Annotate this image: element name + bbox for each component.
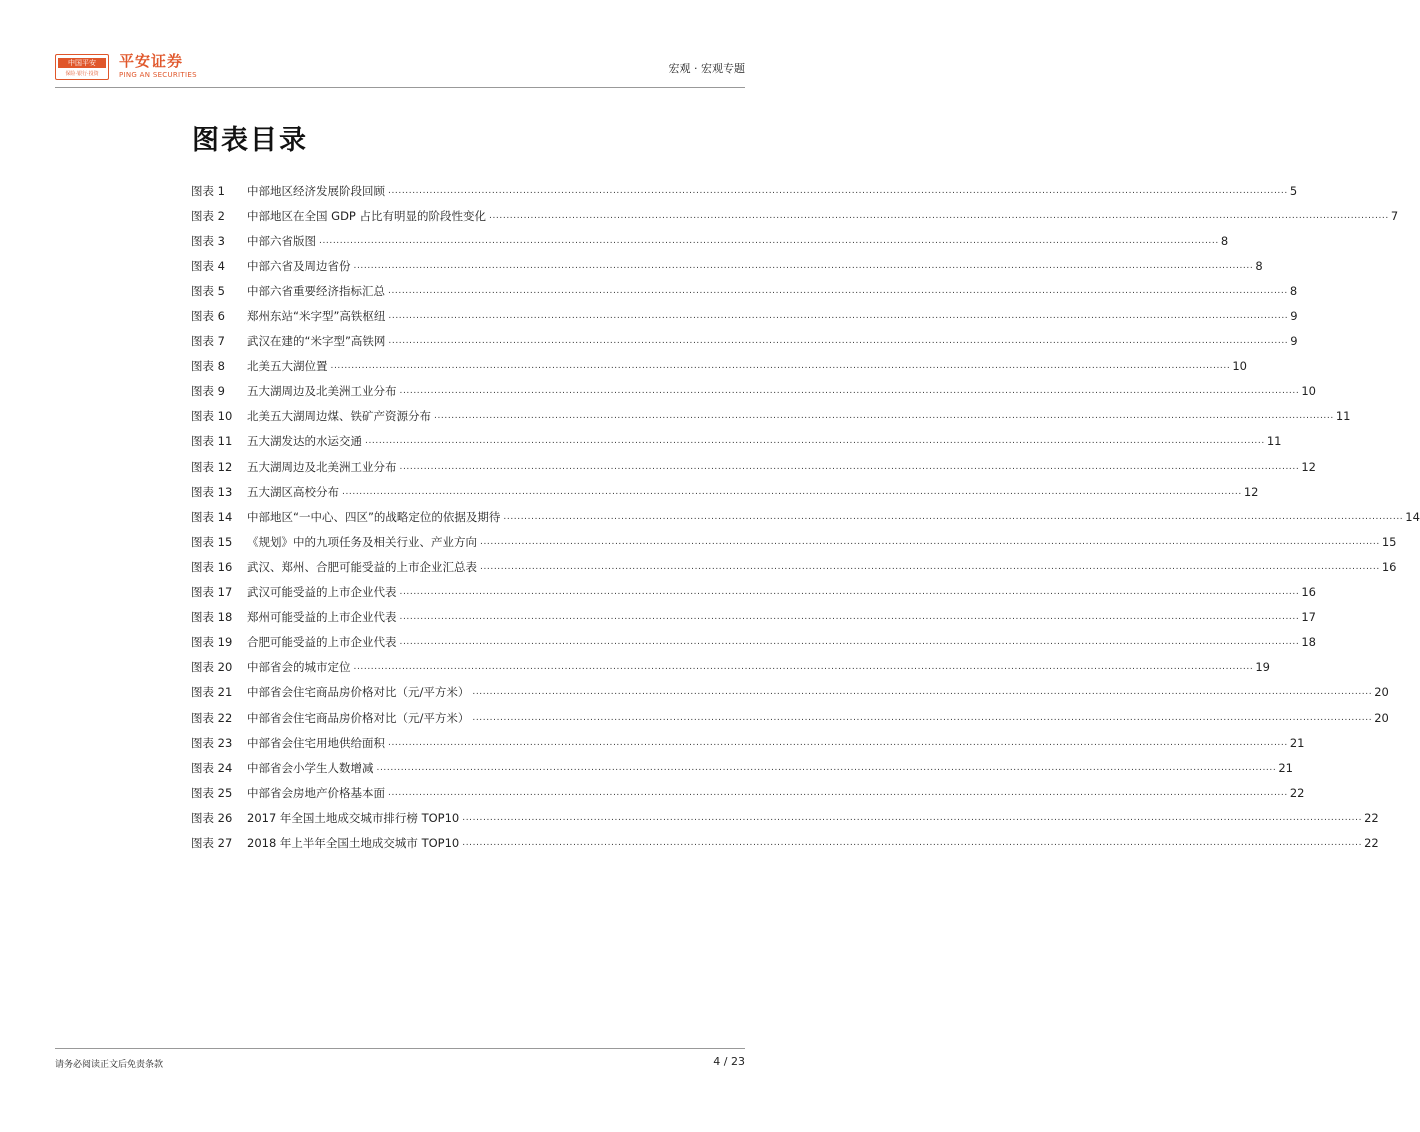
toc-entry-title: 中部地区经济发展阶段回顾 [247, 183, 385, 198]
toc-entry[interactable] [191, 605, 1316, 630]
toc-entry-page: 11 [1266, 434, 1282, 449]
page-number: 4 / 23 [713, 1055, 745, 1068]
toc-dot-leader: .................................................................................................................................................................................................................................................................... [388, 185, 1288, 196]
toc-entry[interactable] [191, 479, 1259, 504]
toc-entry-page: 16 [1301, 585, 1316, 600]
toc-entry-page: 11 [1335, 409, 1351, 424]
toc-dot-leader: .................................................................................................................................................................................................................................................................... [399, 637, 1300, 648]
toc-entry-page: 21 [1289, 735, 1305, 750]
toc-entry-label: 图表 15 [191, 534, 233, 549]
toc-entry[interactable] [191, 580, 1316, 605]
toc-dot-leader: .................................................................................................................................................................................................................................................................... [342, 486, 1242, 497]
toc-dot-leader: .................................................................................................................................................................................................................................................................... [388, 737, 1288, 748]
toc-entry[interactable] [191, 228, 1229, 253]
toc-entry[interactable] [191, 178, 1298, 203]
toc-entry-page: 16 [1381, 559, 1397, 574]
toc-dot-leader: .................................................................................................................................................................................................................................................................... [388, 311, 1289, 322]
toc-dot-leader: .................................................................................................................................................................................................................................................................... [434, 411, 1334, 422]
toc-entry-page: 5 [1289, 183, 1298, 198]
toc-entry[interactable] [191, 354, 1247, 379]
toc-entry[interactable] [191, 329, 1298, 354]
toc-entry-title: 中部省会小学生人数增减 [247, 760, 374, 775]
footer-divider [55, 1048, 745, 1049]
toc-entry[interactable] [191, 705, 1389, 730]
toc-entry-label: 图表 2 [191, 208, 225, 223]
toc-dot-leader: .................................................................................................................................................................................................................................................................... [480, 536, 1380, 547]
toc-entry[interactable] [191, 830, 1379, 855]
toc-entry-title: 武汉可能受益的上市企业代表 [247, 585, 397, 600]
toc-dot-leader: .................................................................................................................................................................................................................................................................... [480, 561, 1380, 572]
toc-entry-label: 图表 10 [191, 409, 233, 424]
toc-dot-leader: .................................................................................................................................................................................................................................................................... [399, 587, 1300, 598]
toc-entry[interactable] [191, 755, 1293, 780]
toc-entry-label: 图表 3 [191, 233, 225, 248]
toc-entry-label: 图表 6 [191, 309, 225, 324]
toc-entry-page: 19 [1255, 660, 1270, 675]
toc-entry[interactable] [191, 630, 1316, 655]
toc-entry-page: 14 [1405, 509, 1420, 524]
toc-entry-title: 中部省会住宅商品房价格对比（元/平方米） [247, 710, 470, 725]
header-divider [55, 87, 745, 88]
brand [119, 52, 197, 80]
toc-entry[interactable] [191, 278, 1298, 303]
toc-entry-title: 中部省会住宅用地供给面积 [247, 735, 385, 750]
toc-entry-label: 图表 16 [191, 559, 233, 574]
brand-name-cn: 平安证券 [119, 52, 184, 70]
toc-entry[interactable] [191, 253, 1263, 278]
toc-entry-title: 2017 年全国土地成交城市排行榜 TOP10 [247, 810, 460, 825]
toc-entry-title: 中部六省版图 [247, 233, 316, 248]
toc-entry[interactable] [191, 454, 1316, 479]
toc-entry-title: 郑州可能受益的上市企业代表 [247, 610, 397, 625]
toc-entry-page: 7 [1390, 208, 1399, 223]
toc-entry-label: 图表 18 [191, 610, 233, 625]
toc-dot-leader: .................................................................................................................................................................................................................................................................... [462, 837, 1363, 848]
toc-entry[interactable] [191, 730, 1305, 755]
toc-entry-title: 北美五大湖位置 [247, 359, 328, 374]
toc-dot-leader: .................................................................................................................................................................................................................................................................... [353, 662, 1254, 673]
toc-entry[interactable] [191, 303, 1298, 328]
toc-entry-page: 8 [1289, 283, 1298, 298]
toc-dot-leader: .................................................................................................................................................................................................................................................................... [330, 361, 1231, 372]
toc-entry[interactable] [191, 379, 1316, 404]
toc-dot-leader: .................................................................................................................................................................................................................................................................... [503, 511, 1404, 522]
toc-entry[interactable] [191, 554, 1397, 579]
toc-entry-title: 合肥可能受益的上市企业代表 [247, 635, 397, 650]
toc-entry-page: 8 [1255, 258, 1263, 273]
toc-entry[interactable] [191, 504, 1420, 529]
toc-entry-label: 图表 5 [191, 283, 225, 298]
toc-entry-title: 五大湖周边及北美洲工业分布 [247, 384, 397, 399]
logo-bottom-text: 保险·银行·投资 [65, 71, 99, 77]
toc-entry[interactable] [191, 529, 1397, 554]
table-of-figures [191, 178, 1420, 856]
toc-entry-label: 图表 7 [191, 334, 225, 349]
toc-dot-leader: .................................................................................................................................................................................................................................................................... [472, 712, 1373, 723]
toc-entry-title: 中部省会房地产价格基本面 [247, 785, 385, 800]
toc-entry[interactable] [191, 404, 1351, 429]
toc-entry-label: 图表 8 [191, 359, 225, 374]
toc-dot-leader: .................................................................................................................................................................................................................................................................... [462, 812, 1363, 823]
toc-entry-page: 22 [1364, 835, 1379, 850]
toc-entry-page: 10 [1301, 384, 1316, 399]
toc-entry-page: 20 [1374, 710, 1389, 725]
toc-entry-label: 图表 22 [191, 710, 233, 725]
toc-entry-page: 12 [1301, 459, 1316, 474]
toc-entry-label: 图表 25 [191, 785, 233, 800]
brand-name-en: PING AN SECURITIES [119, 71, 197, 79]
toc-entry-label: 图表 24 [191, 760, 233, 775]
footer-disclaimer: 请务必阅读正文后免责条款 [55, 1060, 164, 1070]
toc-entry[interactable] [191, 805, 1379, 830]
toc-entry-page: 12 [1243, 484, 1259, 499]
toc-entry-label: 图表 12 [191, 459, 233, 474]
report-category: 宏观 · 宏观专题 [668, 62, 745, 75]
toc-entry-label: 图表 26 [191, 810, 233, 825]
toc-entry-page: 9 [1290, 309, 1298, 324]
toc-entry[interactable] [191, 780, 1305, 805]
toc-entry-title: 五大湖区高校分布 [247, 484, 339, 499]
toc-dot-leader: .................................................................................................................................................................................................................................................................... [489, 210, 1389, 221]
toc-entry-label: 图表 27 [191, 835, 233, 850]
toc-dot-leader: .................................................................................................................................................................................................................................................................... [388, 336, 1289, 347]
toc-dot-leader: .................................................................................................................................................................................................................................................................... [365, 436, 1265, 447]
toc-entry-page: 21 [1278, 760, 1293, 775]
toc-entry-label: 图表 21 [191, 685, 233, 700]
toc-dot-leader: .................................................................................................................................................................................................................................................................... [399, 386, 1300, 397]
toc-entry-label: 图表 17 [191, 585, 233, 600]
toc-dot-leader: .................................................................................................................................................................................................................................................................... [376, 762, 1277, 773]
logo-top-text: 中国平安 [58, 58, 106, 68]
toc-entry[interactable] [191, 429, 1282, 454]
page-header [55, 50, 745, 86]
toc-entry-title: 武汉、郑州、合肥可能受益的上市企业汇总表 [247, 559, 477, 574]
toc-dot-leader: .................................................................................................................................................................................................................................................................... [399, 612, 1300, 623]
toc-dot-leader: .................................................................................................................................................................................................................................................................... [388, 285, 1288, 296]
toc-entry-page: 22 [1289, 785, 1305, 800]
toc-entry-label: 图表 11 [191, 434, 233, 449]
toc-entry[interactable] [191, 680, 1389, 705]
toc-entry-title: 中部省会住宅商品房价格对比（元/平方米） [247, 685, 470, 700]
toc-entry[interactable] [191, 203, 1399, 228]
page-title: 图表目录 [192, 125, 308, 156]
toc-dot-leader: .................................................................................................................................................................................................................................................................... [472, 687, 1373, 698]
toc-entry-title: 郑州东站“米字型”高铁枢纽 [247, 309, 386, 324]
toc-entry-title: 北美五大湖周边煤、铁矿产资源分布 [247, 409, 431, 424]
toc-entry-label: 图表 23 [191, 735, 233, 750]
toc-entry-label: 图表 19 [191, 635, 233, 650]
toc-entry-page: 9 [1290, 334, 1298, 349]
toc-entry-page: 10 [1232, 359, 1247, 374]
toc-dot-leader: .................................................................................................................................................................................................................................................................... [353, 260, 1254, 271]
toc-entry-page: 8 [1220, 233, 1229, 248]
toc-entry-title: 中部地区“一中心、四区”的战略定位的依据及期待 [247, 509, 501, 524]
toc-dot-leader: .................................................................................................................................................................................................................................................................... [388, 787, 1288, 798]
pingan-logo-icon [55, 54, 109, 80]
toc-entry-label: 图表 1 [191, 183, 225, 198]
toc-entry-label: 图表 20 [191, 660, 233, 675]
toc-dot-leader: .................................................................................................................................................................................................................................................................... [319, 235, 1219, 246]
toc-entry-page: 18 [1301, 635, 1316, 650]
toc-entry-title: 五大湖周边及北美洲工业分布 [247, 459, 397, 474]
toc-entry-label: 图表 9 [191, 384, 225, 399]
toc-entry-title: 中部六省重要经济指标汇总 [247, 283, 385, 298]
toc-entry-page: 22 [1364, 810, 1379, 825]
toc-entry-title: 《规划》中的九项任务及相关行业、产业方向 [247, 534, 477, 549]
toc-entry-title: 2018 年上半年全国土地成交城市 TOP10 [247, 835, 460, 850]
toc-entry-title: 中部省会的城市定位 [247, 660, 351, 675]
toc-entry-label: 图表 14 [191, 509, 233, 524]
toc-entry-title: 中部六省及周边省份 [247, 258, 351, 273]
toc-entry-title: 武汉在建的“米字型”高铁网 [247, 334, 386, 349]
toc-dot-leader: .................................................................................................................................................................................................................................................................... [399, 461, 1300, 472]
toc-entry-title: 中部地区在全国 GDP 占比有明显的阶段性变化 [247, 208, 487, 223]
toc-entry-label: 图表 4 [191, 258, 225, 273]
toc-entry-label: 图表 13 [191, 484, 233, 499]
toc-entry-page: 20 [1374, 685, 1389, 700]
toc-entry-page: 17 [1301, 610, 1316, 625]
toc-entry-page: 15 [1381, 534, 1397, 549]
toc-entry-title: 五大湖发达的水运交通 [247, 434, 362, 449]
toc-entry[interactable] [191, 655, 1270, 680]
